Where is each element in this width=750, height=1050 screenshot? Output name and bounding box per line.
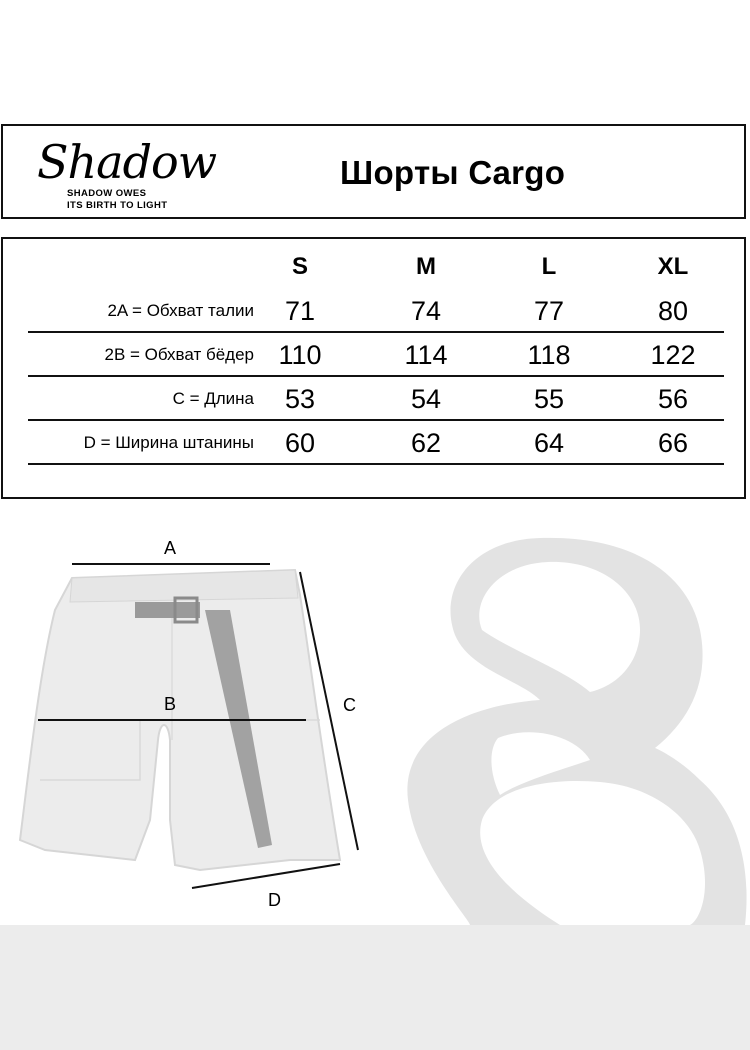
diagram-graphic xyxy=(0,520,750,925)
table-cell: 74 xyxy=(410,296,442,326)
table-cell: 62 xyxy=(410,428,442,458)
row-divider xyxy=(28,463,724,465)
brand-tagline-line1: SHADOW OWES xyxy=(67,188,147,199)
table-row-leg-width xyxy=(3,423,748,463)
dimension-label-a: A xyxy=(164,538,177,558)
size-header-l: L xyxy=(541,253,557,280)
table-cell: 53 xyxy=(284,384,316,414)
measurement-diagram xyxy=(0,520,750,925)
dimension-label-d: D xyxy=(268,890,281,910)
table-cell: 118 xyxy=(527,340,571,370)
table-cell: 66 xyxy=(657,428,689,458)
row-label: 2A = Обхват талии xyxy=(107,301,254,320)
brand-tagline-line2: ITS BIRTH TO LIGHT xyxy=(67,200,168,211)
size-header-xl: XL xyxy=(657,253,689,280)
table-cell: 54 xyxy=(410,384,442,414)
brand-watermark-icon xyxy=(407,538,746,925)
row-divider xyxy=(28,331,724,333)
table-cell: 110 xyxy=(278,340,322,370)
size-header-s: S xyxy=(291,253,308,280)
row-label: D = Ширина штанины xyxy=(83,433,254,452)
size-table xyxy=(1,237,746,499)
table-row-hips xyxy=(3,335,748,375)
table-cell: 114 xyxy=(404,340,448,370)
product-title: Шорты Cargo xyxy=(340,154,566,191)
row-divider xyxy=(28,419,724,421)
table-cell: 77 xyxy=(533,296,565,326)
table-cell: 80 xyxy=(657,296,689,326)
table-cell: 55 xyxy=(533,384,565,414)
row-divider xyxy=(28,375,724,377)
row-label: C = Длина xyxy=(172,389,254,408)
table-row-length xyxy=(3,379,748,419)
dimension-label-c: C xyxy=(343,695,356,715)
table-cell: 60 xyxy=(284,428,316,458)
header-box xyxy=(1,124,746,219)
dimension-label-b: B xyxy=(164,694,177,714)
size-header-m: M xyxy=(416,253,436,280)
table-cell: 71 xyxy=(284,296,316,326)
table-cell: 56 xyxy=(657,384,689,414)
brand-tagline xyxy=(67,188,207,212)
table-row-waist xyxy=(3,291,748,331)
table-cell: 64 xyxy=(533,428,565,458)
table-cell: 122 xyxy=(650,340,696,370)
brand-logo: Shadow xyxy=(37,135,217,189)
row-label: 2B = Обхват бёдер xyxy=(104,345,254,364)
